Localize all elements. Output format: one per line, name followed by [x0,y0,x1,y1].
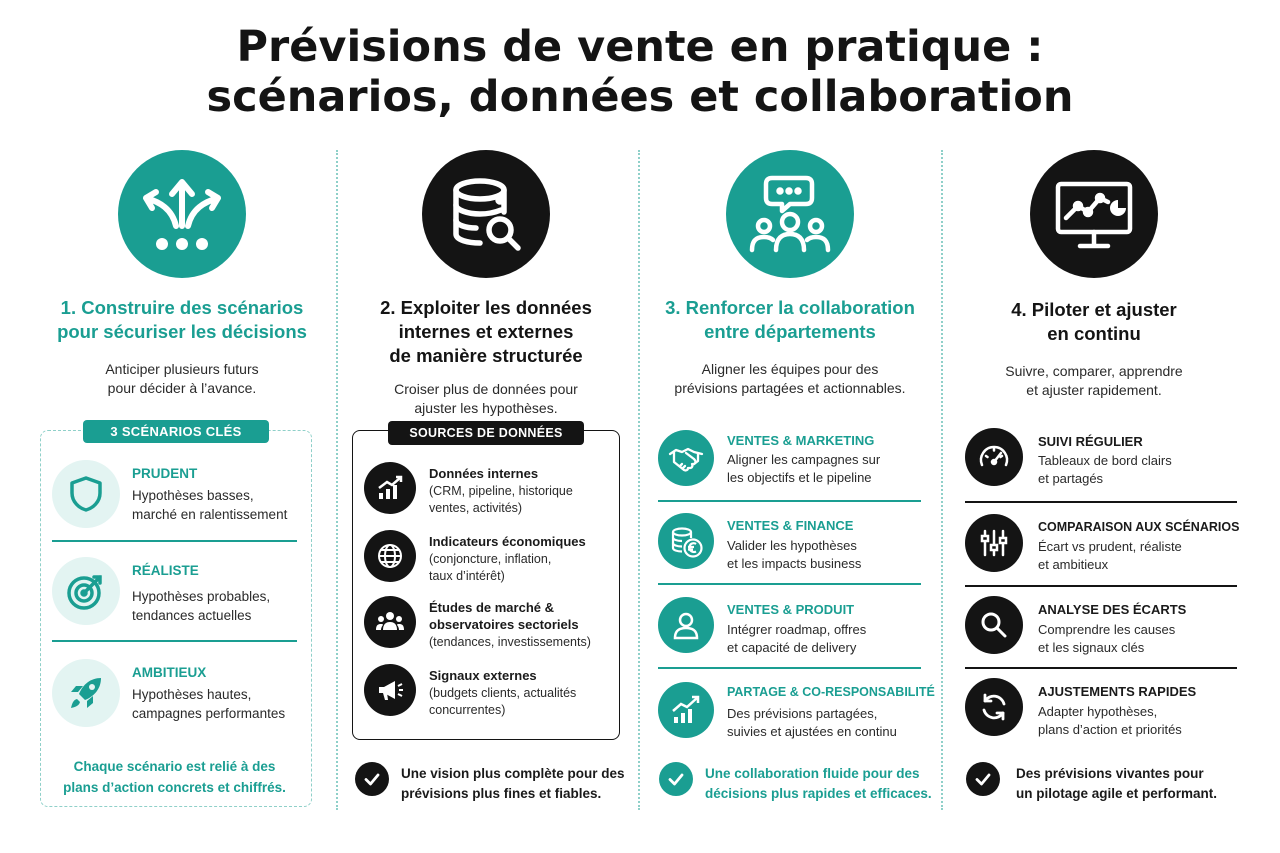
separator [965,501,1237,503]
steer-scenario-comparison: COMPARAISON AUX SCÉNARIOS Écart vs prudent, réaliste et ambitieux [965,514,1237,584]
page-title [0,22,1280,122]
scenario-prudent: PRUDENT Hypothèses basses, marché en ralentissement [52,456,297,536]
scenarios-footnote: Chaque scénario est relié à des plans d’action concrets et chiffrés. [63,759,286,795]
column-description: Suivre, comparer, apprendre et ajuster rapidement. [1005,363,1183,398]
coins-euro-icon [658,513,714,569]
column-collaboration [645,150,935,398]
rocket-icon [52,659,120,727]
column-description: Aligner les équipes pour des prévisions partagées et actionnables. [674,361,906,396]
scenario-realiste: RÉALISTE Hypothèses probables, tendances actuelles [52,553,297,633]
check-icon [355,762,389,796]
steer-regular-monitoring: SUIVI RÉGULIER Tableaux de bord clairs et partagés [965,428,1237,498]
growth-chart-icon [658,682,714,738]
separator [965,585,1237,587]
separator [658,500,921,502]
monitor-chart-icon [1030,150,1158,278]
separator [658,667,921,669]
check-icon [966,762,1000,796]
branching-arrows-icon [118,150,246,278]
column-data [341,150,631,418]
sources-tag: SOURCES DE DONNÉES [388,421,584,445]
column-divider [941,150,943,810]
column-title: 1. Construire des scénarios pour sécuriser les décisions [57,297,307,342]
separator [965,667,1237,669]
steer-gap-analysis: ANALYSE DES ÉCARTS Comprendre les causes et les signaux clés [965,596,1237,666]
separator [52,540,297,542]
title-line-2: scénarios, données et collaboration [206,72,1074,122]
megaphone-icon [364,664,416,716]
target-icon [52,557,120,625]
check-icon [659,762,693,796]
team-chat-icon [726,150,854,278]
sliders-icon [965,514,1023,572]
scenarios-tag: 3 SCÉNARIOS CLÉS [83,420,269,443]
title-line-1: Prévisions de vente en pratique : [236,22,1044,72]
collab-sales-product: VENTES & PRODUIT Intégrer roadmap, offres et capacité de delivery [658,597,923,667]
refresh-icon [965,678,1023,736]
column-divider [638,150,640,810]
column-title: 4. Piloter et ajuster en continu [1011,299,1177,344]
separator [658,583,921,585]
column-scenarios [37,150,327,398]
column-steering [949,150,1239,400]
shield-icon [52,460,120,528]
separator [52,640,297,642]
column-description: Croiser plus de données pour ajuster les hypothèses. [394,381,578,416]
collab-shared-responsibility: PARTAGE & CO-RESPONSABILITÉ Des prévisions partagées, suivies et ajustées en continu [658,682,923,752]
user-icon [658,597,714,653]
column-description: Anticiper plusieurs futurs pour décider à l’avance. [105,361,259,396]
collab-sales-marketing: VENTES & MARKETING Aligner les campagnes sur les objectifs et le pipeline [658,430,923,500]
globe-icon [364,530,416,582]
steer-quick-adjustments: AJUSTEMENTS RAPIDES Adapter hypothèses, plans d’action et priorités [965,678,1237,748]
gauge-icon [965,428,1023,486]
people-group-icon [364,596,416,648]
database-search-icon [422,150,550,278]
column-divider [336,150,338,810]
handshake-icon [658,430,714,486]
collab-sales-finance: VENTES & FINANCE Valider les hypothèses et les impacts business [658,513,923,583]
magnifier-icon [965,596,1023,654]
column-title: 3. Renforcer la collaboration entre départements [665,297,915,342]
bar-chart-icon [364,462,416,514]
scenario-ambitieux: AMBITIEUX Hypothèses hautes, campagnes performantes [52,655,297,735]
column-title: 2. Exploiter les données internes et externes de manière structurée [380,297,592,366]
